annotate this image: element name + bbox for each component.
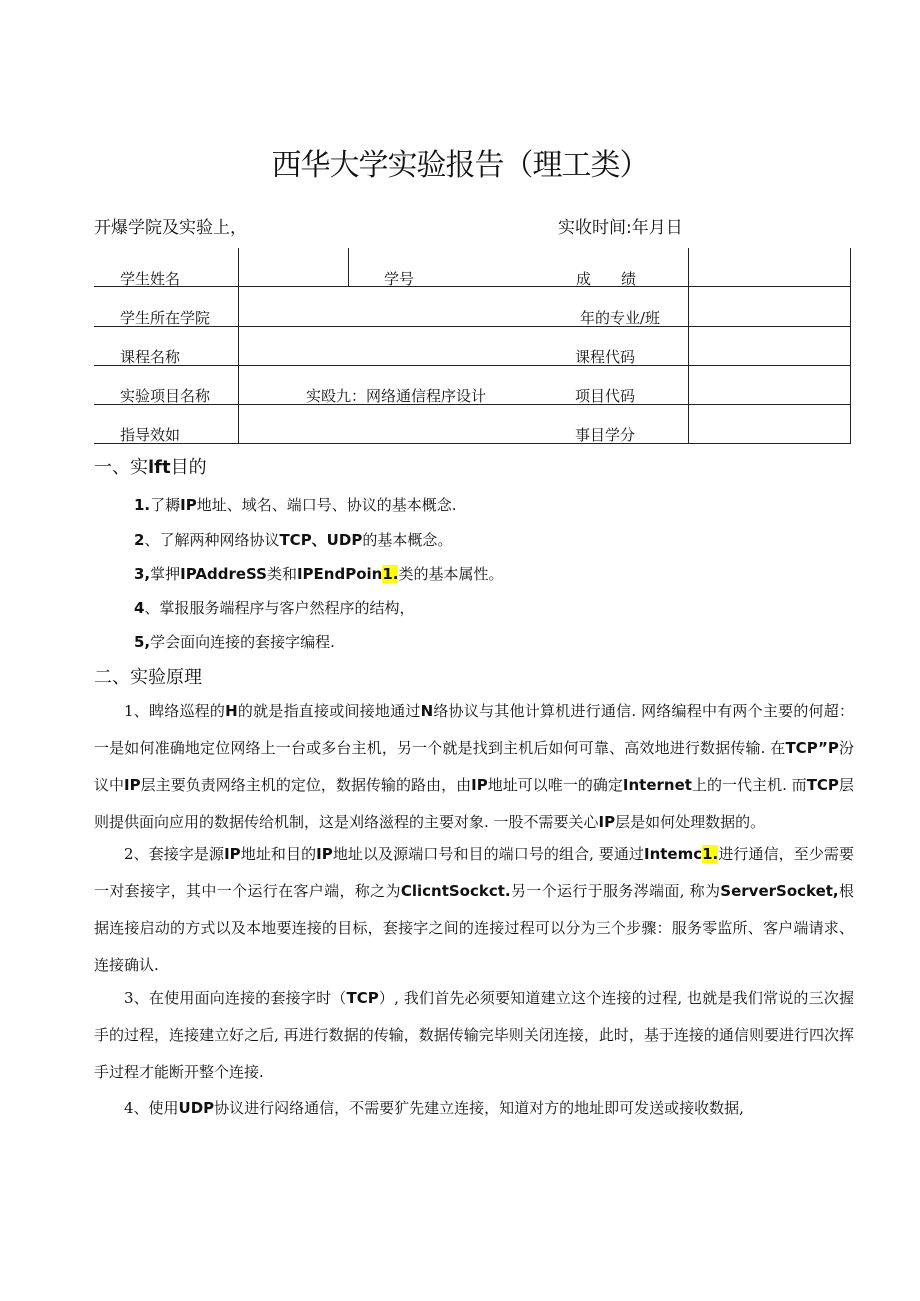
item-number: 5, — [134, 633, 151, 651]
item-term: IPEndPoin — [296, 565, 383, 583]
para-text: 层是如何处理数据的。 — [615, 813, 766, 831]
para-text: 另一个运行于服务涔端面, 称为 — [510, 882, 721, 900]
paragraph-1 — [94, 693, 854, 841]
item-text: 掌押 — [150, 565, 181, 583]
table-divider — [850, 248, 851, 444]
table-divider — [348, 248, 349, 286]
para-term: IP — [316, 845, 333, 863]
para-text: 地址和目的 — [240, 845, 317, 863]
table-divider — [94, 286, 851, 287]
list-item — [134, 597, 414, 618]
header-date: 实收时间:年月日 — [558, 218, 683, 238]
para-text: 络协议与其他计算机进行通信. 网络编程中有两个主要的何超：一是如何准确地定位网络上一台或多台主机，另一个就是找到主机后如何可靠、高效地进行数据传输. 在 — [94, 702, 854, 757]
section-heading-objectives — [94, 453, 207, 479]
course-name-label: 课程名称 — [120, 348, 181, 366]
para-text: 的就是指直接或间接地通过 — [237, 702, 421, 720]
para-text: 地址可以唯一的确定 — [487, 776, 623, 794]
item-text: 学会面向连接的套接字编程. — [150, 633, 335, 651]
para-term: N — [420, 702, 434, 720]
item-term: IPAddreSS — [180, 565, 267, 583]
student-id-label: 学号 — [384, 270, 415, 288]
course-code-label: 课程代码 — [575, 348, 636, 366]
student-name-label: 学生姓名 — [120, 270, 181, 288]
project-name-value: 实殴九：网络通信程序设计 — [306, 387, 487, 405]
para-term: IP — [124, 776, 141, 794]
section-heading-part: lft — [148, 457, 171, 478]
para-term: IP — [598, 813, 616, 831]
para-term: TCP — [806, 776, 839, 794]
item-term: IP — [180, 496, 197, 514]
para-term: ServerSocket, — [720, 882, 839, 900]
paragraph-3 — [94, 980, 854, 1091]
para-term: ClicntSockct. — [400, 882, 511, 900]
header-college: 开爆学院及实验上， — [94, 218, 247, 238]
item-number: 1. — [134, 496, 151, 514]
item-text: 、了解两种网络协议 — [144, 531, 280, 549]
list-item — [134, 529, 452, 550]
para-term: IP — [471, 776, 488, 794]
paragraph-4 — [94, 1090, 854, 1127]
para-text: 层则提供面向应用的数据传给机制，这是刈络滋程的主要对象. 一股不需要关心 — [94, 776, 854, 831]
table-divider — [688, 248, 689, 444]
para-text: ）, 我们首先必须要知道建立这个连接的过程, 也就是我们常说的三次握手的过程，连接建立好之后, 再进行数据的传输，数据传输完毕则关闭连接，此时，基于连接的通信则要进行四次挥手过程才能断开整个连接. — [94, 989, 855, 1081]
para-term: TCP”P — [785, 739, 839, 757]
list-item — [134, 631, 335, 652]
section-heading-principles: 二、实验原理 — [94, 667, 202, 688]
item-text: 类的基本属性。 — [398, 565, 504, 583]
project-name-label: 实验项目名称 — [120, 387, 211, 405]
item-number: 4 — [134, 599, 145, 617]
item-number: 2 — [134, 531, 145, 549]
para-term: IP — [224, 845, 241, 863]
item-term: TCP、UDP — [279, 531, 363, 549]
section-heading-part: 目的 — [170, 457, 207, 478]
highlight-mark: 1. — [382, 565, 399, 583]
para-term: Intemc — [644, 845, 703, 863]
para-text: 层主要负责网络主机的定位，数据传输的路由，由 — [140, 776, 472, 794]
table-divider — [94, 443, 851, 444]
item-number: 3, — [134, 565, 151, 583]
project-code-label: 项目代码 — [575, 387, 636, 405]
paragraph-2 — [94, 836, 854, 984]
section-heading-part: 一、实 — [94, 457, 148, 478]
item-text: 了耨 — [150, 496, 181, 514]
para-text: 地址以及源端口号和目的端口号的组合, 要通过 — [332, 845, 644, 863]
list-item — [134, 494, 457, 515]
para-term: TCP — [346, 989, 379, 1007]
para-term: UDP — [178, 1099, 215, 1117]
credit-label: 事目学分 — [575, 426, 636, 444]
table-divider — [94, 365, 851, 366]
para-text: 汾议中 — [94, 739, 854, 794]
para-text: 3、在使用面向连接的套接字时（ — [124, 989, 347, 1007]
item-text: 类和 — [266, 565, 297, 583]
para-text: 2、套接字是源 — [124, 845, 225, 863]
para-text: 上的一代主机. 而 — [691, 776, 807, 794]
item-text: 的基本概念。 — [362, 531, 453, 549]
para-text: 4、使用 — [124, 1099, 179, 1117]
para-text: 根据连接启动的方式以及本地要连接的目标，套接字之间的连接过程可以分为三个步骤：服务零监所、客户端请求、连接确认. — [94, 882, 854, 974]
page-title: 西华大学实验报告（理工类） — [271, 148, 649, 183]
table-divider — [238, 248, 239, 444]
para-term: H — [225, 702, 238, 720]
score-label: 成 绩 — [576, 270, 637, 288]
item-text: 、掌报服务端程序与客户然程序的结构， — [144, 599, 415, 617]
para-text: 进行通信，至少需要一对套接字，其中一个运行在客户端，称之为 — [94, 845, 854, 900]
teacher-label: 指导效如 — [120, 426, 181, 444]
para-text: 协议进行闷络通信，不需要犷先建立连接，知道对方的地址即可发送或接收数据, — [214, 1099, 744, 1117]
highlight-mark: 1. — [702, 845, 719, 863]
item-text: 地址、域名、端口号、协议的基本概念. — [196, 496, 457, 514]
major-class-label: 年的专业/班 — [580, 309, 661, 327]
list-item — [134, 563, 503, 584]
para-term: Internet — [622, 776, 692, 794]
para-text: 1、睥络巡程的 — [124, 702, 226, 720]
college-label: 学生所在学院 — [120, 309, 211, 327]
